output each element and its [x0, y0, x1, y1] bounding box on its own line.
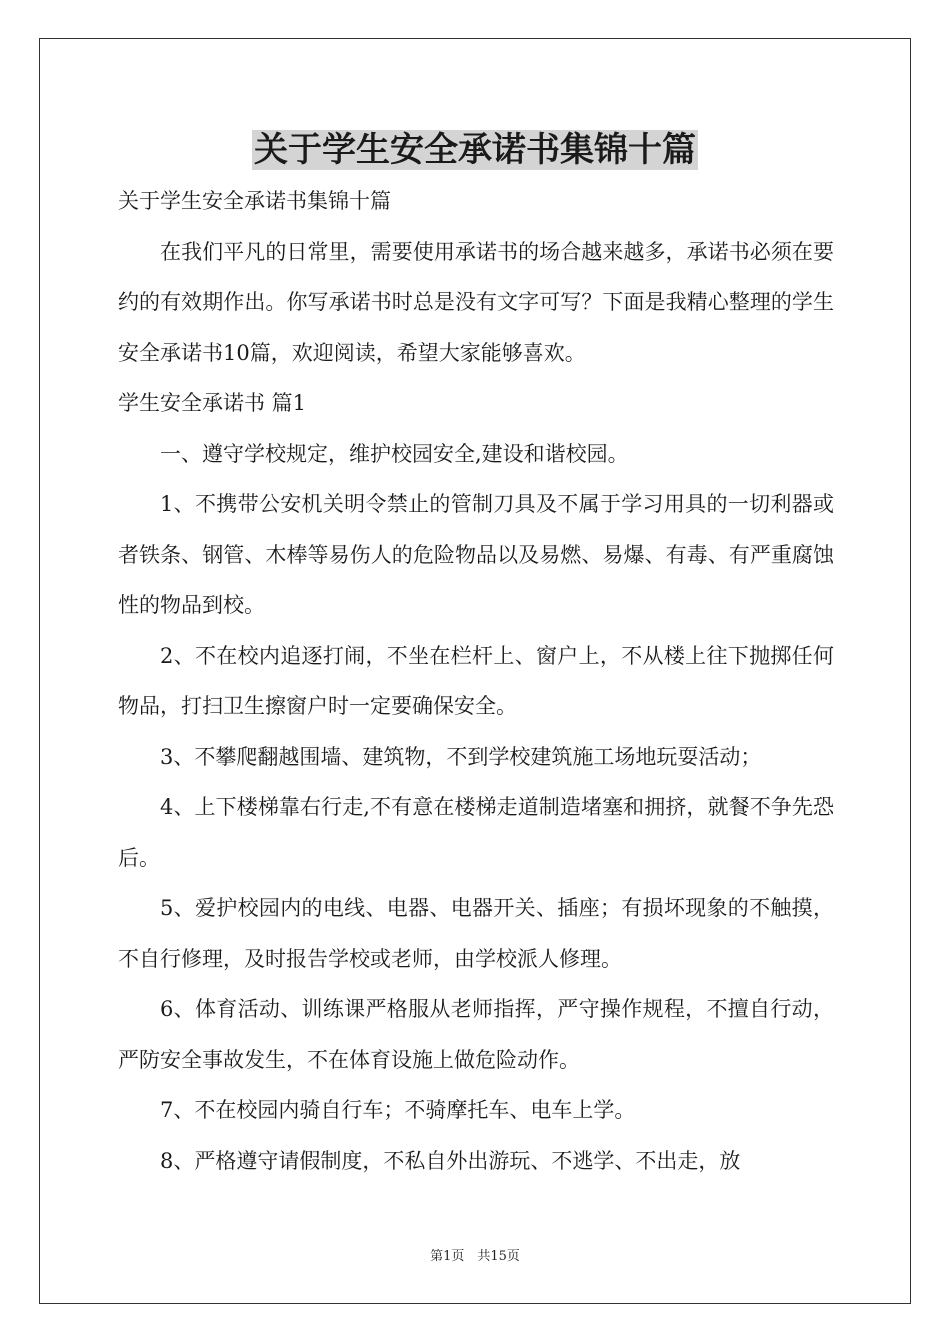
clause-heading: 一、遵守学校规定，维护校园安全,建设和谐校园。: [160, 441, 629, 466]
document-title: [0, 126, 950, 174]
clause-item-7: 7、不在校园内骑自行车；不骑摩托车、电车上学。: [160, 1098, 636, 1122]
document-body: [118, 176, 834, 1186]
page-footer: 第1页 共15页: [430, 1249, 520, 1264]
clause-item-4: 4、上下楼梯靠右行走,不有意在楼梯走道制造堵塞和拥挤，就餐不争先恐后。: [118, 795, 834, 870]
clause-item-1: 1、不携带公安机关明令禁止的管制刀具及不属于学习用具的一切利器或者铁条、钢管、木棒等易伤人的危险物品以及易燃、易爆、有毒、有严重腐蚀性的物品到校。: [118, 492, 834, 617]
intro-paragraph: 在我们平凡的日常里，需要使用承诺书的场合越来越多，承诺书必须在要约的有效期作出。你写承诺书时总是没有文字可写？下面是我精心整理的学生安全承诺书10篇，欢迎阅读，希望大家能够喜欢。: [118, 239, 834, 365]
section-heading: 学生安全承诺书 篇1: [118, 391, 307, 415]
clause-item-6: 6、体育活动、训练课严格服从老师指挥，严守操作规程，不擅自行动，严防安全事故发生，不在体育设施上做危险动作。: [118, 997, 834, 1072]
document-title-text: 关于学生安全承诺书集锦十篇: [254, 130, 696, 170]
clause-item-3: 3、不攀爬翻越围墙、建筑物，不到学校建筑施工场地玩耍活动；: [160, 744, 762, 769]
document-subtitle: 关于学生安全承诺书集锦十篇: [118, 189, 391, 213]
clause-item-8: 8、严格遵守请假制度，不私自外出游玩、不逃学、不出走，放: [160, 1148, 741, 1173]
clause-item-5: 5、爱护校园内的电线、电器、电器开关、插座；有损坏现象的不触摸，不自行修理，及时报告学校或老师，由学校派人修理。: [118, 896, 834, 971]
clause-item-2: 2、不在校内追逐打闹，不坐在栏杆上、窗户上，不从楼上往下抛掷任何物品，打扫卫生擦窗户时一定要确保安全。: [118, 643, 834, 718]
